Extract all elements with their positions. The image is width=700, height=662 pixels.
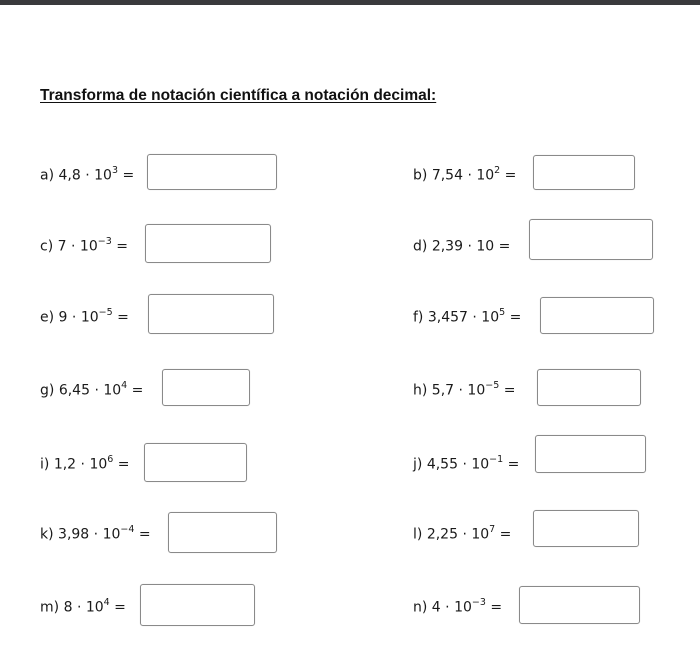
exercise-label: h) bbox=[413, 382, 428, 399]
answer-box-j[interactable] bbox=[535, 435, 646, 473]
mantissa: 7 bbox=[57, 238, 67, 255]
exercise-i bbox=[40, 452, 130, 474]
exponent: 6 bbox=[107, 454, 114, 465]
answer-box-b[interactable] bbox=[533, 155, 635, 190]
exponent: 5 bbox=[499, 307, 506, 318]
answer-box-n[interactable] bbox=[519, 586, 640, 624]
exponent: 7 bbox=[489, 524, 496, 535]
equals-sign: = bbox=[499, 526, 512, 543]
times-dot: · bbox=[467, 167, 472, 184]
base: 10 bbox=[89, 456, 108, 473]
answer-box-c[interactable] bbox=[145, 224, 271, 263]
exercise-g bbox=[40, 378, 143, 400]
equals-sign: = bbox=[490, 599, 503, 616]
equals-sign: = bbox=[507, 456, 520, 473]
mantissa: 6,45 bbox=[58, 382, 90, 399]
exercise-c bbox=[40, 234, 128, 256]
exponent: 4 bbox=[121, 380, 128, 391]
top-bar bbox=[0, 0, 700, 5]
exponent: −1 bbox=[489, 454, 504, 465]
exponent: 4 bbox=[103, 597, 110, 608]
mantissa: 7,54 bbox=[431, 167, 463, 184]
exponent: 3 bbox=[111, 165, 118, 176]
exercise-label: k) bbox=[40, 526, 54, 543]
base: 10 bbox=[103, 382, 122, 399]
exercise-f bbox=[413, 305, 521, 327]
times-dot: · bbox=[71, 309, 77, 326]
base: 10 bbox=[85, 599, 104, 616]
exercise-label: g) bbox=[40, 382, 55, 399]
base: 10 bbox=[481, 309, 500, 326]
base: 10 bbox=[471, 526, 490, 543]
mantissa: 2,25 bbox=[426, 526, 458, 543]
equals-sign: = bbox=[122, 167, 135, 184]
equals-sign: = bbox=[509, 309, 522, 326]
exercise-label: c) bbox=[40, 238, 54, 255]
times-dot: · bbox=[71, 238, 76, 255]
equals-sign: = bbox=[138, 526, 151, 543]
times-dot: · bbox=[93, 526, 99, 543]
times-dot: · bbox=[445, 599, 450, 616]
exercise-label: a) bbox=[40, 167, 55, 184]
base: 10 bbox=[471, 456, 490, 473]
exercise-a bbox=[40, 163, 134, 185]
exercise-label: l) bbox=[413, 526, 423, 543]
exercise-label: f) bbox=[413, 309, 424, 326]
exponent: −4 bbox=[120, 524, 135, 535]
mantissa: 5,7 bbox=[431, 382, 455, 399]
exponent: −3 bbox=[97, 236, 112, 247]
times-dot: · bbox=[462, 526, 467, 543]
times-dot: · bbox=[80, 456, 85, 473]
mantissa: 4 bbox=[431, 599, 441, 616]
base: 10 bbox=[102, 526, 121, 543]
exercise-label: i) bbox=[40, 456, 50, 473]
equals-sign: = bbox=[114, 599, 126, 616]
exercise-j bbox=[413, 452, 519, 474]
times-dot: · bbox=[76, 599, 82, 616]
exponent: −5 bbox=[98, 307, 113, 318]
answer-box-l[interactable] bbox=[533, 510, 639, 547]
exercise-b bbox=[413, 163, 516, 185]
answer-box-a[interactable] bbox=[147, 154, 277, 190]
equals-sign: = bbox=[117, 456, 130, 473]
times-dot: · bbox=[85, 167, 90, 184]
answer-box-m[interactable] bbox=[140, 584, 255, 626]
equals-sign: = bbox=[131, 382, 144, 399]
exercise-label: n) bbox=[413, 599, 428, 616]
answer-box-i[interactable] bbox=[144, 443, 247, 482]
mantissa: 4,8 bbox=[58, 167, 81, 184]
equals-sign: = bbox=[498, 238, 511, 255]
base: 10 bbox=[94, 167, 112, 184]
times-dot: · bbox=[467, 238, 472, 255]
exercise-d bbox=[413, 234, 510, 256]
exercise-n bbox=[413, 595, 502, 617]
equals-sign: = bbox=[116, 238, 128, 255]
exercise-label: d) bbox=[413, 238, 428, 255]
exercise-e bbox=[40, 305, 129, 327]
base: 10 bbox=[454, 599, 472, 616]
base: 10 bbox=[467, 382, 486, 399]
answer-box-e[interactable] bbox=[148, 294, 274, 334]
answer-box-f[interactable] bbox=[540, 297, 654, 334]
equals-sign: = bbox=[504, 167, 517, 184]
answer-box-d[interactable] bbox=[529, 219, 653, 260]
exercise-label: m) bbox=[40, 599, 60, 616]
mantissa: 1,2 bbox=[53, 456, 77, 473]
exercise-label: j) bbox=[413, 456, 423, 473]
base: 10 bbox=[79, 238, 98, 255]
mantissa: 8 bbox=[63, 599, 73, 616]
times-dot: · bbox=[94, 382, 99, 399]
base: 10 bbox=[80, 309, 99, 326]
exercise-h bbox=[413, 378, 515, 400]
exercise-k bbox=[40, 522, 151, 544]
times-dot: · bbox=[462, 456, 467, 473]
worksheet-title: Transforma de notación científica a notación decimal: bbox=[40, 87, 437, 104]
mantissa: 4,55 bbox=[426, 456, 458, 473]
exponent: 2 bbox=[494, 165, 501, 176]
base: 10 bbox=[476, 167, 495, 184]
times-dot: · bbox=[472, 309, 477, 326]
base: 10 bbox=[476, 238, 495, 255]
equals-sign: = bbox=[503, 382, 516, 399]
exercise-l bbox=[413, 522, 511, 544]
answer-box-g[interactable] bbox=[162, 369, 250, 406]
exercise-m bbox=[40, 595, 126, 617]
times-dot: · bbox=[458, 382, 463, 399]
exercise-label: e) bbox=[40, 309, 55, 326]
mantissa: 3,457 bbox=[427, 309, 468, 326]
mantissa: 2,39 bbox=[431, 238, 463, 255]
mantissa: 3,98 bbox=[58, 526, 90, 543]
exponent: −5 bbox=[485, 380, 500, 391]
answer-box-h[interactable] bbox=[537, 369, 641, 406]
answer-box-k[interactable] bbox=[168, 512, 277, 553]
mantissa: 9 bbox=[58, 309, 68, 326]
exercise-label: b) bbox=[413, 167, 428, 184]
equals-sign: = bbox=[117, 309, 129, 326]
exponent: −3 bbox=[471, 597, 486, 608]
